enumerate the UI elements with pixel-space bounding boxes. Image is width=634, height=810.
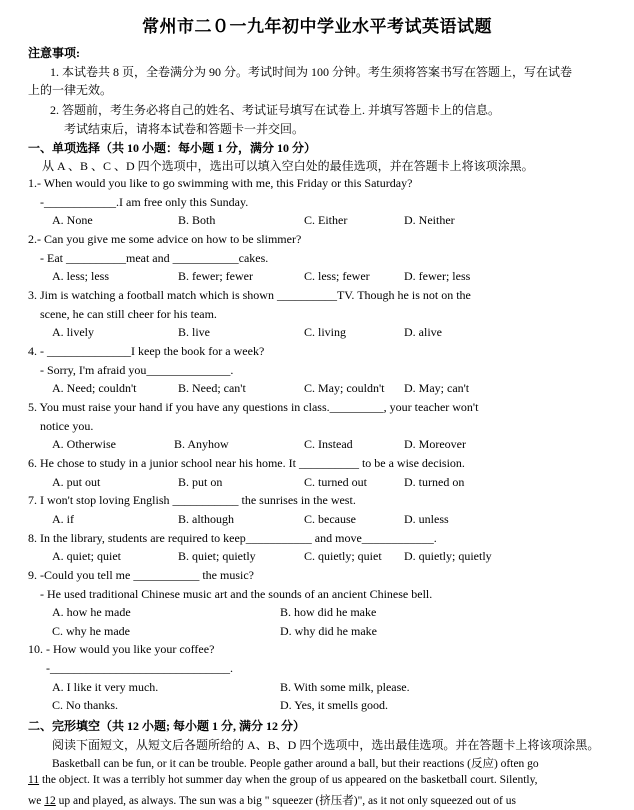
q6-option-a: A. put out xyxy=(52,475,101,489)
notice-line-3: 考试结束后，请将本试卷和答题卡一并交回。 xyxy=(64,122,305,136)
q9-option-a: A. how he made xyxy=(52,605,131,619)
q3-stem-cont: scene, he can still cheer for his team. xyxy=(40,307,217,321)
q10-option-a: A. I like it very much. xyxy=(52,680,159,694)
q5-option-c: C. Instead xyxy=(304,437,353,451)
q5-stem-cont: notice you. xyxy=(40,419,94,433)
q9-stem: 9. -Could you tell me ___________ the music? xyxy=(28,568,254,582)
q6-option-b: B. put on xyxy=(178,475,223,489)
q8-option-b: B. quiet; quietly xyxy=(178,549,256,563)
q9-option-d: D. why did he make xyxy=(280,624,377,638)
q1-option-a: A. None xyxy=(52,213,93,227)
q7-option-b: B. although xyxy=(178,512,234,526)
passage-line-2-text: the object. It was a terribly hot summer day when the group of us appeared on the basketball court. Silently, xyxy=(39,774,538,786)
q2-stem: 2.- Can you give me some advice on how to be slimmer? xyxy=(28,232,302,246)
q8-option-a: A. quiet; quiet xyxy=(52,549,121,563)
q5-option-b: B. Anyhow xyxy=(174,437,229,451)
notice-line-1: 1. 本试卷共 8 页，全卷满分为 90 分。考试时间为 100 分钟。考生须将答案书写在答题上，写在试卷 xyxy=(50,65,573,79)
section2-heading: 二、完形填空（共 12 小题; 每小题 1 分, 满分 12 分） xyxy=(28,719,305,733)
q1-option-d: D. Neither xyxy=(404,213,455,227)
q6-stem: 6. He chose to study in a junior school near his home. It __________ to be a wise decision. xyxy=(28,456,465,470)
notice-line-2: 2. 答题前，考生务必将自己的姓名、考试证号填写在试卷上. 并填写答题卡上的信息。 xyxy=(50,103,501,117)
q4-stem: 4. - ______________I keep the book for a week? xyxy=(28,344,265,358)
notice-heading: 注意事项: xyxy=(28,46,80,60)
q1-response: -____________.I am free only this Sunday. xyxy=(40,195,249,209)
q4-option-b: B. Need; can't xyxy=(178,381,246,395)
passage-line-3-text: up and played, as always. The sun was a big " squeezer (挤压者)", as it not only squeezed out of us xyxy=(55,795,516,807)
section1-instruction: 从 A 、B 、C 、D 四个选项中，选出可以填入空白处的最佳选项，并在答题卡上将该项涂黑。 xyxy=(42,159,534,173)
q4-option-d: D. May; can't xyxy=(404,381,470,395)
q2-option-a: A. less; less xyxy=(52,269,109,283)
q8-option-d: D. quietly; quietly xyxy=(404,549,492,563)
notice-line-1b: 上的一律无效。 xyxy=(28,83,113,97)
q9-response: - He used traditional Chinese music art and the sounds of an ancient Chinese bell. xyxy=(40,587,433,601)
q9-option-b: B. how did he make xyxy=(280,605,377,619)
q9-option-c: C. why he made xyxy=(52,624,130,638)
q10-option-d: D. Yes, it smells good. xyxy=(280,698,389,712)
passage-line-1: Basketball can be fun, or it can be trouble. People gather around a ball, but their reactions (反应) often go xyxy=(52,758,539,770)
q3-stem: 3. Jim is watching a football match which is shown __________TV. Though he is not on the xyxy=(28,288,471,302)
q1-option-b: B. Both xyxy=(178,213,216,227)
q3-option-c: C. living xyxy=(304,325,347,339)
q2-response: - Eat __________meat and ___________cakes. xyxy=(40,251,269,265)
section2-instruction: 阅读下面短文，从短文后各题所给的 A、B、D 四个选项中，选出最佳选项。并在答题卡上将该项涂黑。 xyxy=(52,738,600,752)
q4-option-a: A. Need; couldn't xyxy=(52,381,137,395)
q3-option-d: D. alive xyxy=(404,325,442,339)
q6-option-c: C. turned out xyxy=(304,475,367,489)
q2-option-b: B. fewer; fewer xyxy=(178,269,253,283)
q10-option-b: B. With some milk, please. xyxy=(280,680,410,694)
section1-heading: 一、单项选择（共 10 小题：每小题 1 分，满分 10 分） xyxy=(28,141,317,155)
q3-option-a: A. lively xyxy=(52,325,94,339)
q5-option-a: A. Otherwise xyxy=(52,437,116,451)
q3-option-b: B. live xyxy=(178,325,210,339)
q4-option-c: C. May; couldn't xyxy=(304,381,385,395)
q2-option-c: C. less; fewer xyxy=(304,269,370,283)
passage-line-3 xyxy=(28,792,516,808)
blank-11: 11 xyxy=(28,774,40,786)
q8-option-c: C. quietly; quiet xyxy=(304,549,382,563)
page-title: 常州市二０一九年初中学业水平考试英语试题 xyxy=(142,17,492,36)
q4-response: - Sorry, I'm afraid you______________. xyxy=(40,363,234,377)
q7-stem: 7. I won't stop loving English ___________ the sunrises in the west. xyxy=(28,493,356,507)
q10-option-c: C. No thanks. xyxy=(52,698,118,712)
q1-option-c: C. Either xyxy=(304,213,348,227)
q6-option-d: D. turned on xyxy=(404,475,465,489)
q5-stem: 5. You must raise your hand if you have any questions in class._________, your teacher won't xyxy=(28,400,479,414)
q5-option-d: D. Moreover xyxy=(404,437,466,451)
q7-option-d: D. unless xyxy=(404,512,449,526)
q2-option-d: D. fewer; less xyxy=(404,269,471,283)
q7-option-a: A. if xyxy=(52,512,74,526)
q8-stem: 8. In the library, students are required to keep___________ and move____________. xyxy=(28,531,437,545)
q7-option-c: C. because xyxy=(304,512,356,526)
passage-line-3-start: we xyxy=(28,795,45,807)
q10-stem: 10. - How would you like your coffee? xyxy=(28,642,215,656)
passage-line-2 xyxy=(28,774,538,786)
q10-response: -______________________________. xyxy=(46,661,233,675)
blank-12: 12 xyxy=(44,795,56,807)
q1-stem: 1.- When would you like to go swimming with me, this Friday or this Saturday? xyxy=(28,176,413,190)
